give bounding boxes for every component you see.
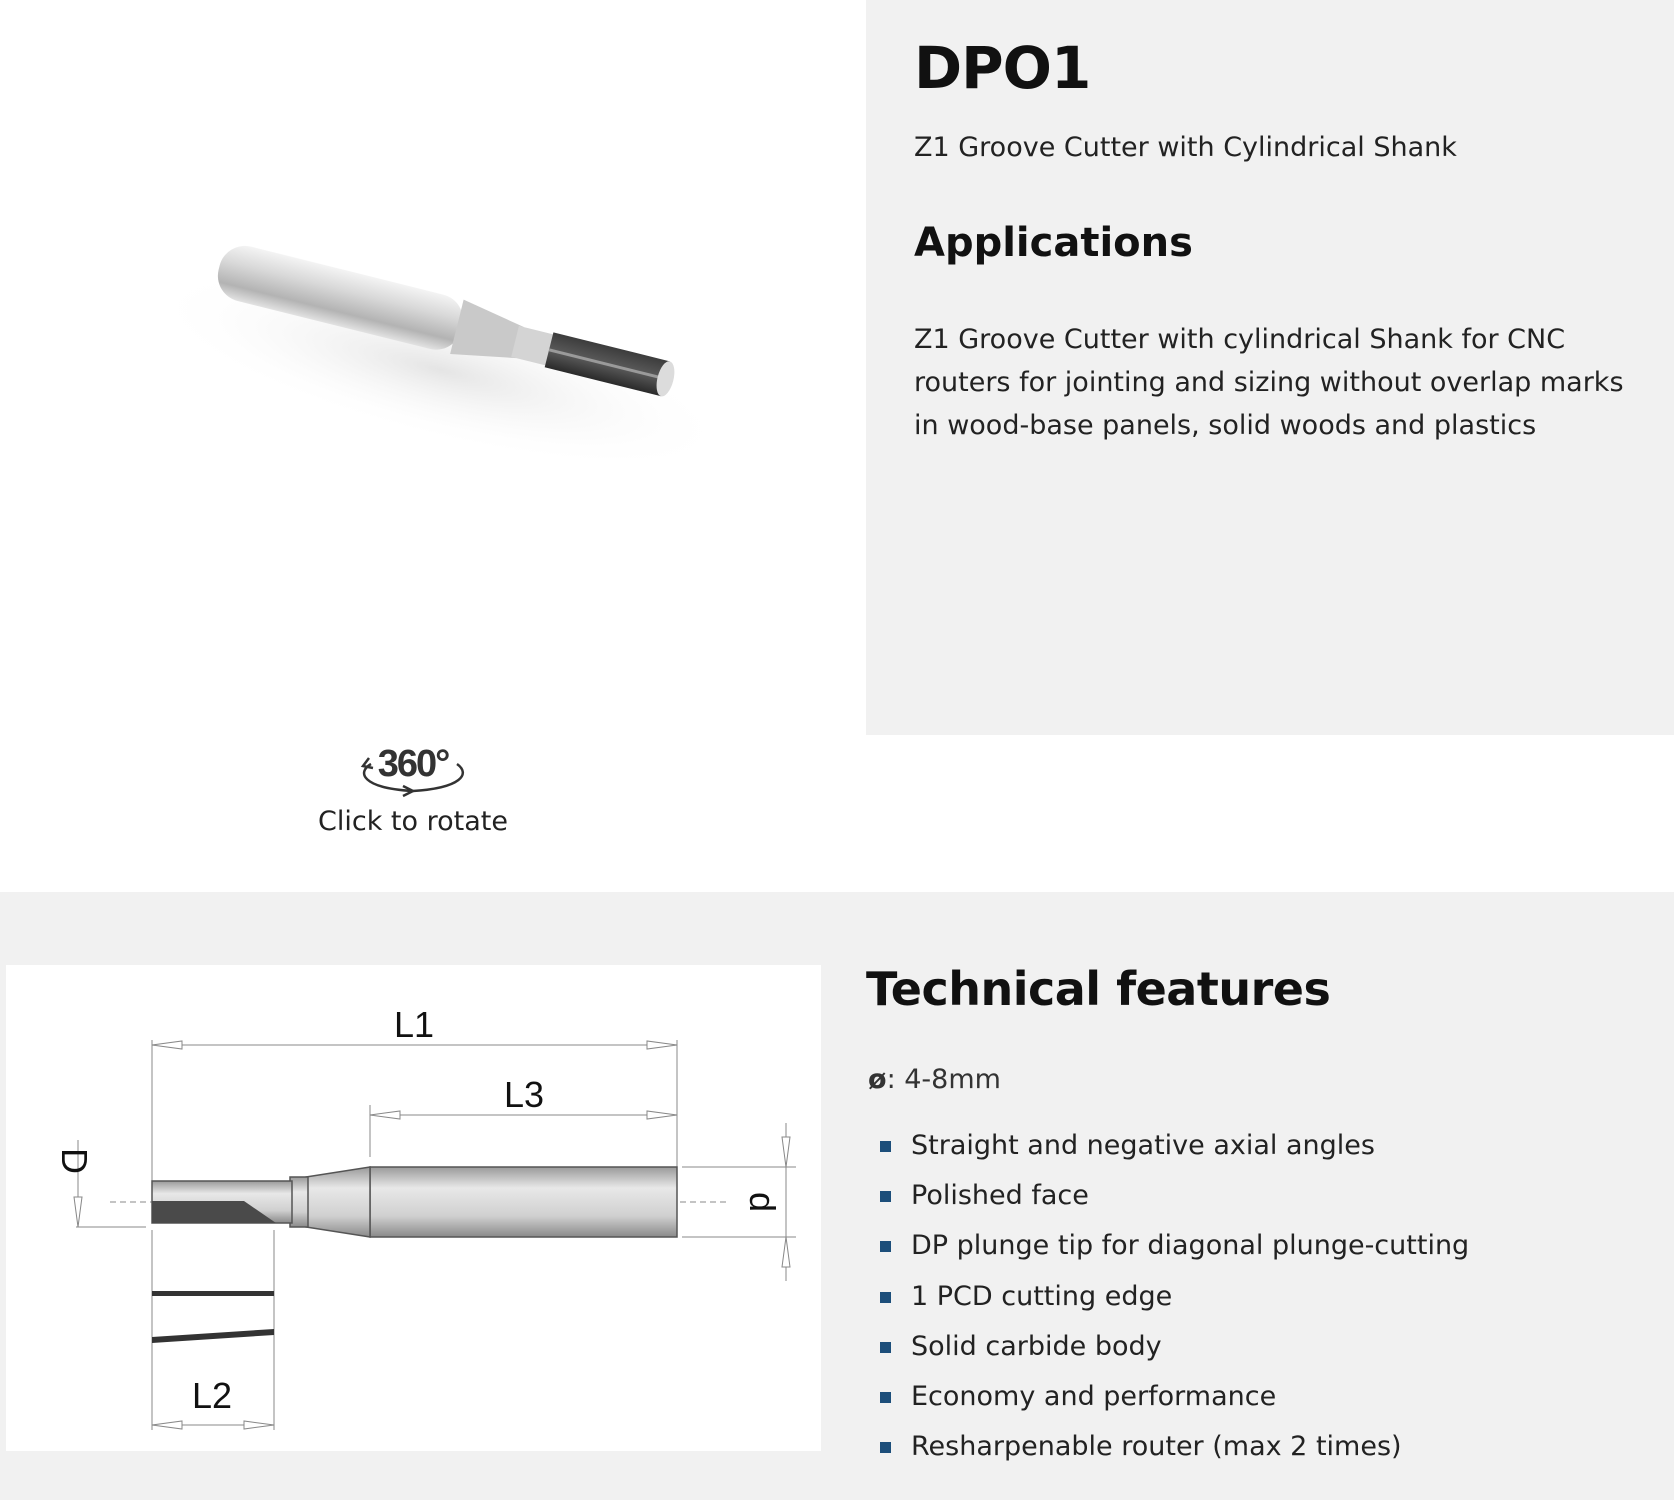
rotate-360-button[interactable]	[318, 742, 508, 837]
product-code: DPO1	[914, 34, 1091, 102]
technical-features-heading: Technical features	[866, 962, 1331, 1016]
technical-drawing	[6, 965, 821, 1451]
dimension-label-l1: L1	[393, 1004, 435, 1045]
feature-text: Polished face	[911, 1180, 1089, 1212]
product-subtitle: Z1 Groove Cutter with Cylindrical Shank	[914, 132, 1457, 163]
feature-text: Economy and performance	[911, 1380, 1277, 1412]
feature-text: Straight and negative axial angles	[911, 1130, 1375, 1161]
feature-text: Solid carbide body	[911, 1330, 1162, 1362]
applications-text: Z1 Groove Cutter with cylindrical Shank for CNC routers for jointing and sizing without overlap marks in wood-base panels, solid woods and plastics	[914, 324, 1624, 441]
product-viewer	[0, 0, 866, 892]
feature-item	[880, 1128, 1469, 1178]
diameter-symbol: ø	[868, 1064, 887, 1095]
bullet-square-icon	[880, 1392, 891, 1403]
dimension-label-l3: L3	[503, 1074, 545, 1115]
applications-heading: Applications	[914, 220, 1193, 266]
product-image[interactable]	[0, 0, 866, 720]
dimension-label-l2: L2	[191, 1375, 233, 1416]
diameter-spec	[868, 1064, 1001, 1095]
bullet-square-icon	[880, 1292, 891, 1303]
feature-item	[880, 1329, 1469, 1379]
rotate-360-icon	[351, 742, 475, 800]
bullet-square-icon	[880, 1442, 891, 1453]
feature-item	[880, 1178, 1469, 1228]
diameter-value: : 4-8mm	[886, 1064, 1001, 1095]
dimension-label-d-small: d	[742, 1191, 783, 1213]
features-list	[880, 1128, 1469, 1479]
feature-item	[880, 1429, 1469, 1479]
feature-item	[880, 1379, 1469, 1429]
bullet-square-icon	[880, 1241, 891, 1252]
bullet-square-icon	[880, 1191, 891, 1202]
feature-item	[880, 1228, 1469, 1278]
technical-drawing-svg	[6, 965, 821, 1451]
bullet-square-icon	[880, 1141, 891, 1152]
feature-text: DP plunge tip for diagonal plunge-cutting	[911, 1230, 1470, 1262]
bullet-square-icon	[880, 1342, 891, 1353]
feature-text: 1 PCD cutting edge	[911, 1280, 1173, 1312]
rotate-label: Click to rotate	[318, 806, 508, 837]
feature-text: Resharpenable router (max 2 times)	[911, 1431, 1402, 1463]
rotate-360-badge: 360°	[377, 743, 449, 785]
dimension-label-d-big: D	[54, 1148, 95, 1174]
feature-item	[880, 1279, 1469, 1329]
